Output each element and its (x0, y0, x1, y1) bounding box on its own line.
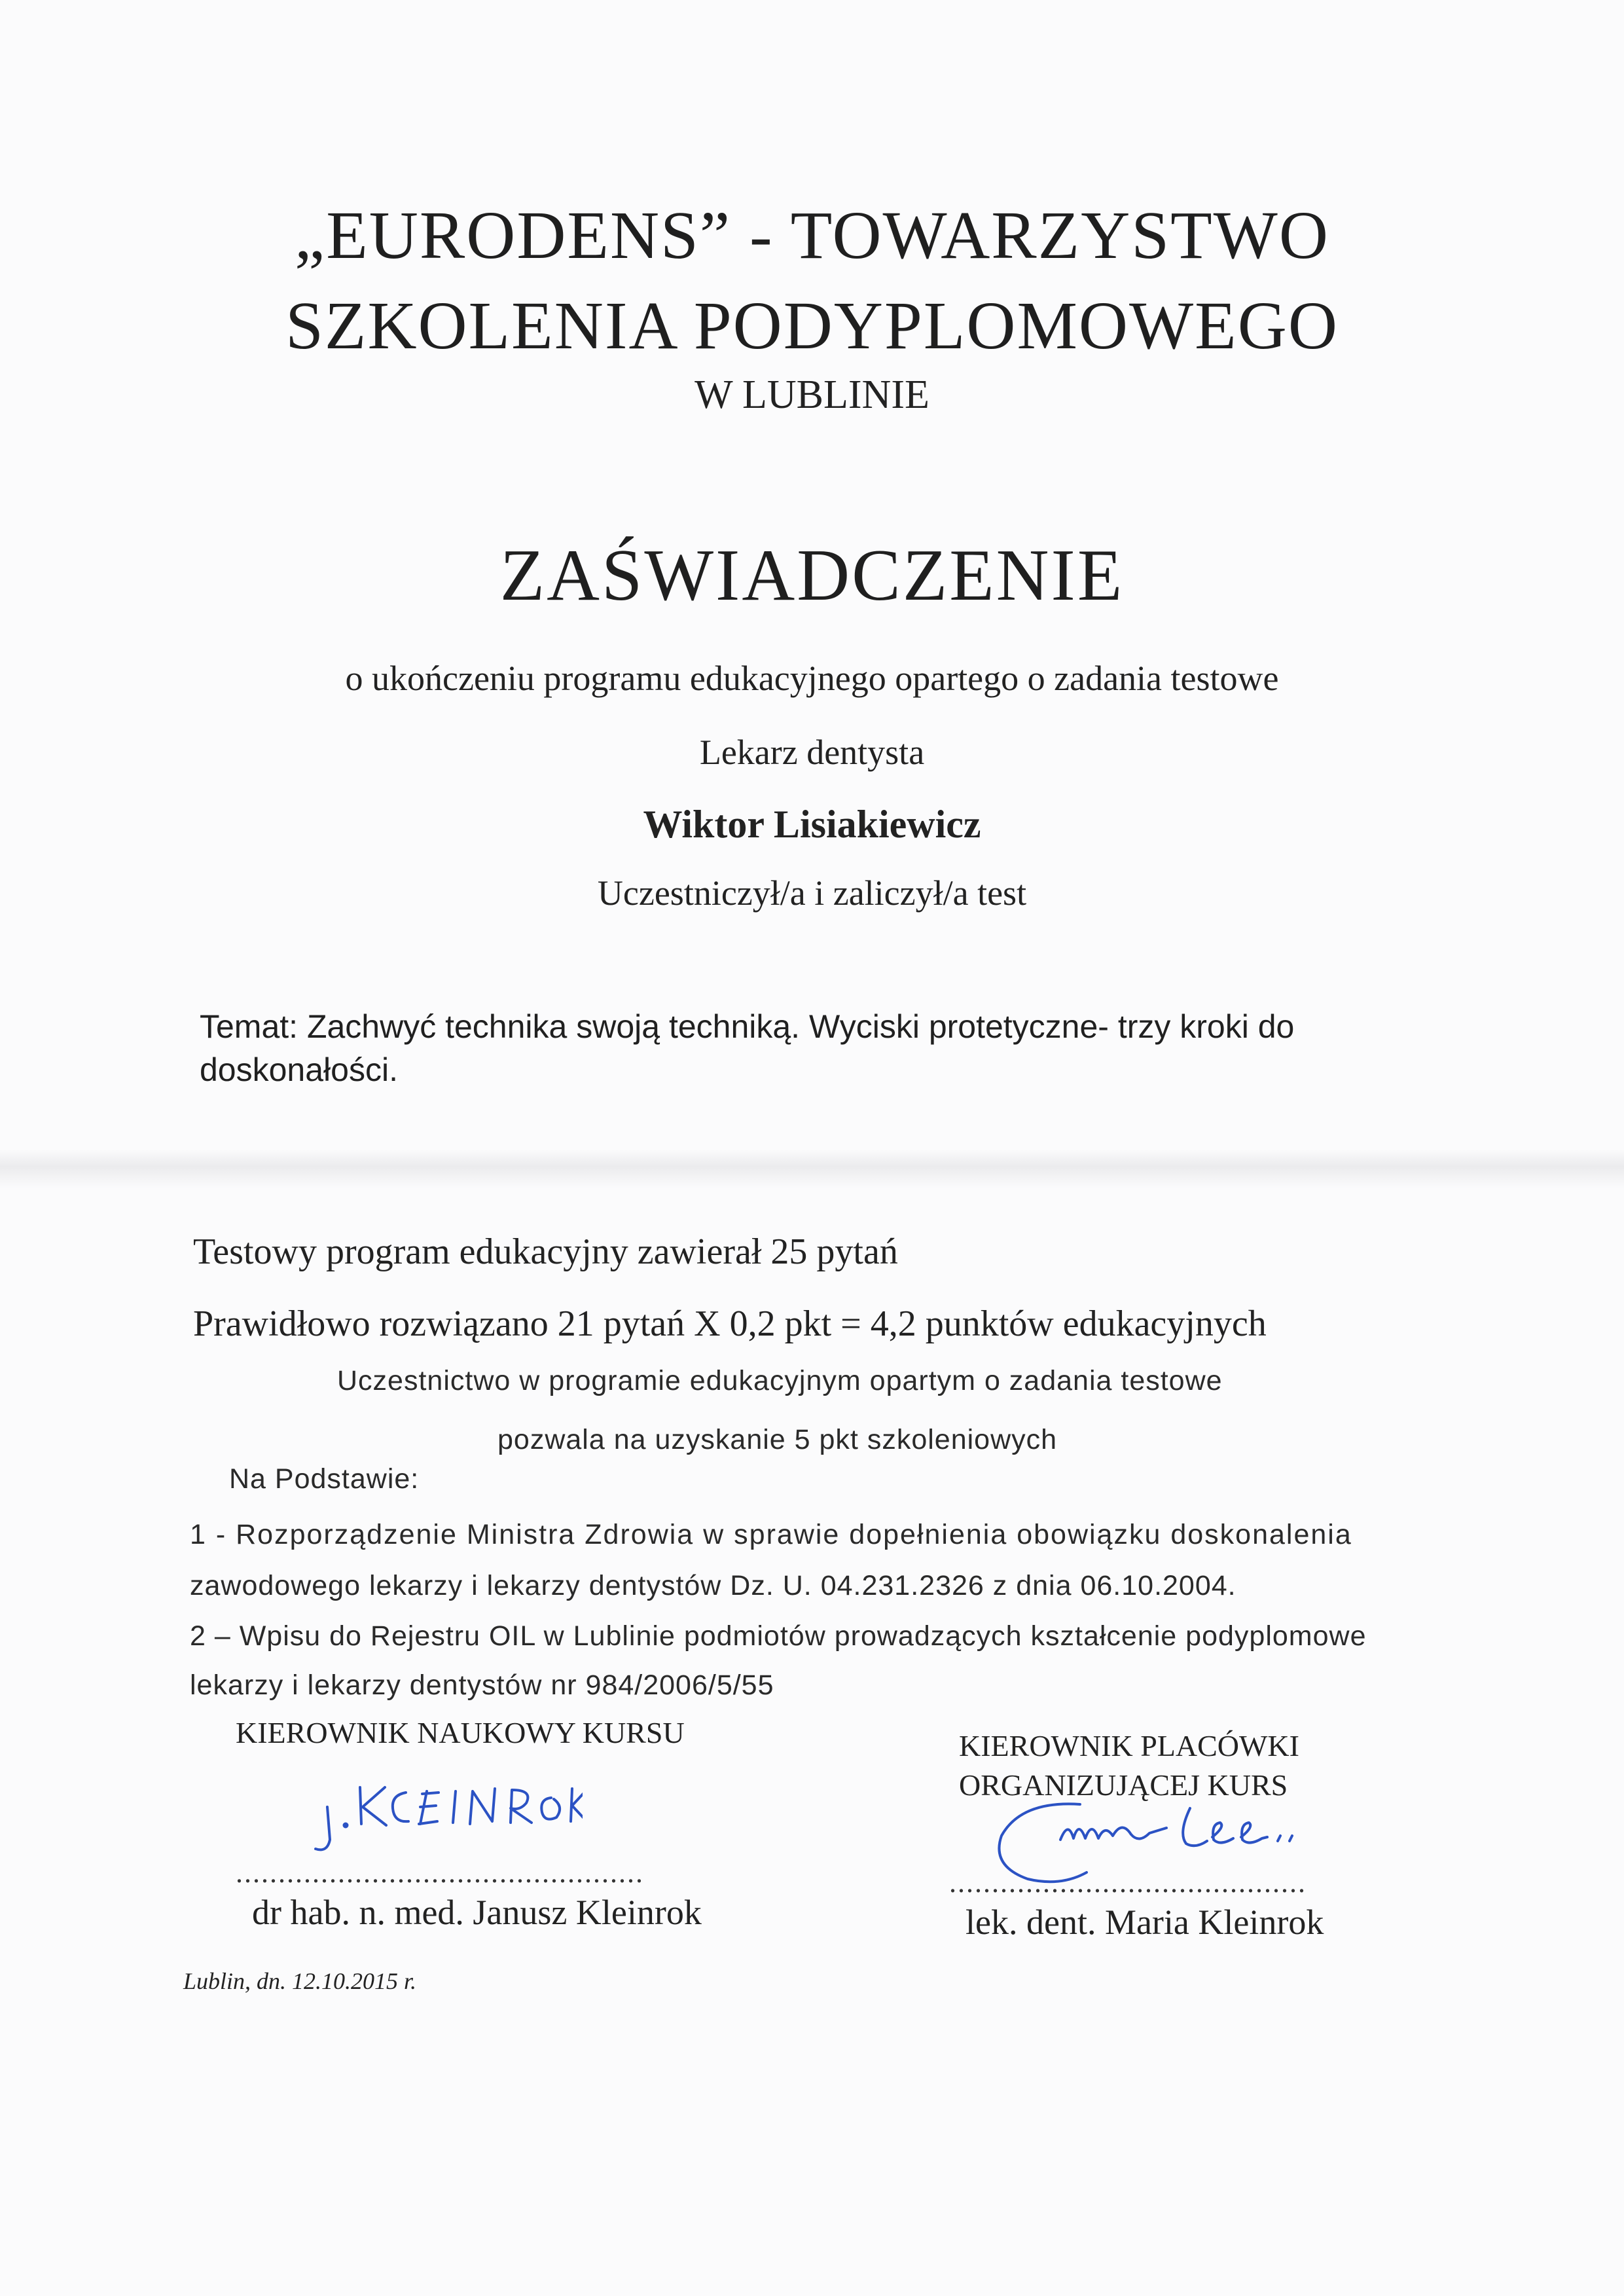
legal-basis-label: Na Podstawie: (229, 1463, 420, 1495)
facility-director-name: lek. dent. Maria Kleinrok (965, 1903, 1324, 1942)
organization-name-line1: „EURODENS” - TOWARZYSTWO (295, 198, 1329, 273)
legal-basis-item1-line1: 1 - Rozporządzenie Ministra Zdrowia w sprawie dopełnienia obowiązku doskonalenia (190, 1519, 1352, 1550)
legal-basis-item2-line1: 2 – Wpisu do Rejestru OIL w Lublinie podmiotów prowadzących kształcenie podyplomowe (190, 1620, 1367, 1652)
place-and-date: Lublin, dn. 12.10.2015 r. (183, 1968, 417, 1994)
scientific-director-title: KIEROWNIK NAUKOWY KURSU (236, 1716, 685, 1749)
scientific-director-name: dr hab. n. med. Janusz Kleinrok (252, 1893, 702, 1932)
participation-statement-line1: Uczestnictwo w programie edukacyjnym opartym o zadania testowe (337, 1365, 1223, 1396)
organization-city: W LUBLINIE (695, 373, 929, 417)
facility-director-signature-line: .......................................... (949, 1867, 1307, 1899)
course-topic: Temat: Zachwyć technika swoją techniką. Wyciski protetyczne- trzy kroki do doskonałości. (200, 1008, 1295, 1088)
document-subtitle: o ukończeniu programu edukacyjnego opartego o zadania testowe (345, 659, 1279, 698)
legal-basis-item2-line2: lekarzy i lekarzy dentystów nr 984/2006/5/55 (190, 1669, 774, 1701)
participant-profession: Lekarz dentysta (699, 733, 925, 772)
facility-director-title-line1: KIEROWNIK PLACÓWKI (959, 1729, 1299, 1762)
participant-name: Wiktor Lisiakiewicz (643, 803, 981, 846)
scientific-director-signature-line: ................................................ (236, 1857, 644, 1889)
paper-fold-line (0, 1149, 1624, 1188)
questions-total-statement: Testowy program edukacyjny zawierał 25 pytań (193, 1231, 898, 1272)
completion-statement: Uczestniczył/a i zaliczył/a test (597, 873, 1027, 913)
organization-name-line2: SZKOLENIA PODYPLOMOWEGO (285, 288, 1339, 363)
document-title: ZAŚWIADCZENIE (499, 535, 1125, 616)
facility-director-title-line2: ORGANIZUJĄCEJ KURS (959, 1768, 1288, 1802)
questions-correct-statement: Prawidłowo rozwiązano 21 pytań X 0,2 pkt = 4,2 punktów edukacyjnych (193, 1303, 1267, 1344)
legal-basis-item1-line2: zawodowego lekarzy i lekarzy dentystów Dz. U. 04.231.2326 z dnia 06.10.2004. (190, 1570, 1236, 1601)
scientific-director-signature (308, 1761, 583, 1866)
participation-statement-line2: pozwala na uzyskanie 5 pkt szkoleniowych (497, 1424, 1058, 1455)
